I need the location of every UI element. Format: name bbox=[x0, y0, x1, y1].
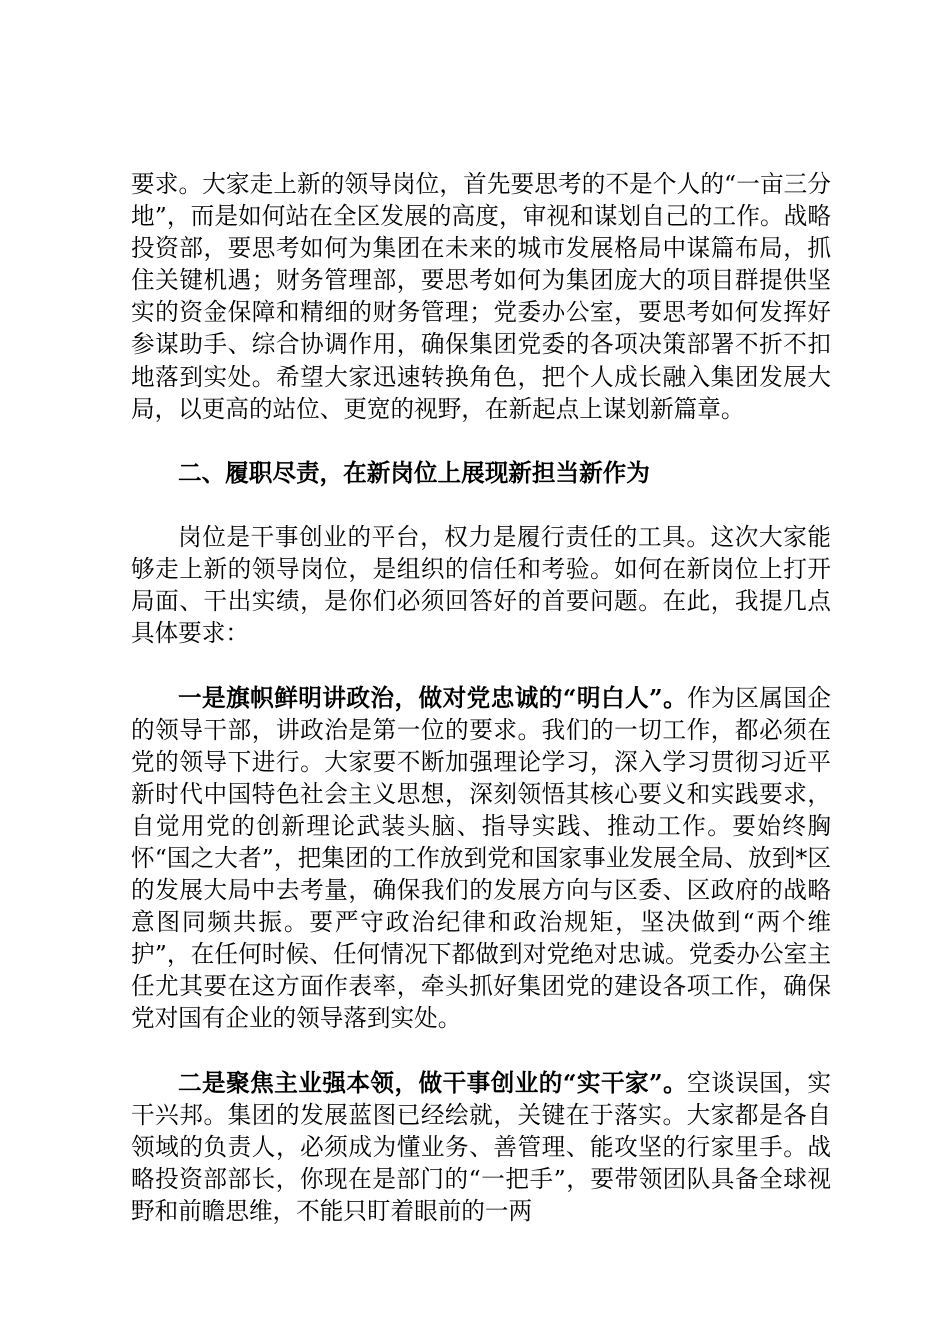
paragraph-lead: 一是旗帜鲜明讲政治，做对党忠诚的“明白人”。 bbox=[178, 683, 688, 712]
section-heading: 二、履职尽责，在新岗位上展现新担当新作为 bbox=[178, 458, 650, 487]
paragraph-text: 岗位是干事创业的平台，权力是履行责任的工具。这次大家能够走上新的领导岗位，是组织的信任和考验。如何在新岗位上打开局面、干出实绩，是你们必须回答好的首要问题。在此，我提几点具体要求： bbox=[131, 523, 831, 648]
paragraph-text: 空谈误国，实干兴邦。集团的发展蓝图已经绘就，关键在于落实。大家都是各自领域的负责人，必须成为懂业务、善管理、能攻坚的行家里手。战略投资部部长，你现在是部门的“一把手”，要带领团队具备全球视野和前瞻思维，不能只盯着眼前的一两 bbox=[131, 1068, 832, 1225]
paragraph-lead: 二是聚焦主业强本领，做干事创业的“实干家”。 bbox=[178, 1068, 688, 1097]
paragraph-point-one bbox=[131, 682, 831, 1035]
paragraph-text: 要求。大家走上新的领导岗位，首先要思考的不是个人的“一亩三分地”，而是如何站在全区发展的高度，审视和谋划自己的工作。战略投资部，要思考如何为集团在未来的城市发展格局中谋篇布局，抓住关键机遇；财务管理部，要思考如何为集团庞大的项目群提供坚实的资金保障和精细的财务管理；党委办公室，要思考如何发挥好参谋助手、综合协调作用，确保集团党委的各项决策部署不折不扣地落到实处。希望大家迅速转换角色，把个人成长融入集团发展大局，以更高的站位、更宽的视野，在新起点上谋划新篇章。 bbox=[131, 170, 831, 423]
paragraph-text: 作为区属国企的领导干部，讲政治是第一位的要求。我们的一切工作，都必须在党的领导下进行。大家要不断加强理论学习，深入学习贯彻习近平新时代中国特色社会主义思想，深刻领悟其核心要义和实践要求，自觉用党的创新理论武装头脑、指导实践、推动工作。要始终胸怀“国之大者”，把集团的工作放到党和国家事业发展全局、放到*区的发展大局中去考量，确保我们的发展方向与区委、区政府的战略意图同频共振。要严守政治纪律和政治规矩，坚决做到“两个维护”，在任何时候、任何情况下都做到对党绝对忠诚。党委办公室主任尤其要在这方面作表率，牵头抓好集团党的建设各项工作，确保党对国有企业的领导落到实处。 bbox=[131, 683, 832, 1033]
paragraph-point-two bbox=[131, 1067, 831, 1227]
document-page bbox=[131, 168, 831, 1259]
paragraph-continuation bbox=[131, 168, 831, 425]
paragraph-intro bbox=[131, 521, 831, 649]
